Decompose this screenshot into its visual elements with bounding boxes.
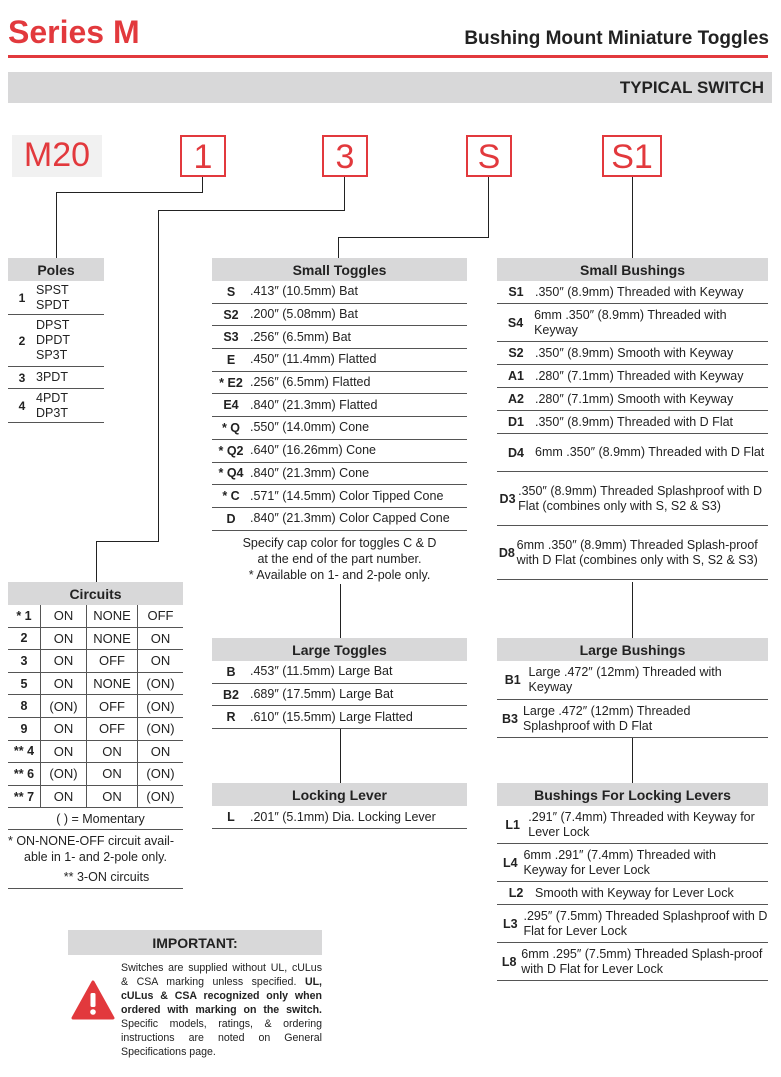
large-toggles-table <box>212 638 467 729</box>
table-row <box>497 342 768 365</box>
circuit-pos: ON <box>86 741 137 763</box>
typical-switch-bar <box>8 72 772 103</box>
table-row <box>497 365 768 388</box>
locking-bushings-table <box>497 783 768 981</box>
option-desc: .610″ (15.5mm) Large Flatted <box>250 709 413 724</box>
circuit-pos: ON <box>40 786 86 808</box>
option-code: * Q4 <box>218 466 244 481</box>
option-desc: .201″ (5.1mm) Dia. Locking Lever <box>250 809 436 824</box>
circuit-code: * 1 <box>16 608 32 623</box>
option-desc: .350″ (8.9mm) Threaded with Keyway <box>535 284 744 299</box>
circuit-pos: NONE <box>86 605 137 627</box>
option-desc: 6mm .350″ (8.9mm) Threaded with D Flat <box>535 445 765 459</box>
connector-line <box>158 210 345 211</box>
option-desc: .350″ (8.9mm) Threaded with D Flat <box>535 414 734 429</box>
small-bushings-table <box>497 258 768 580</box>
pole-code: 3 <box>18 370 26 385</box>
option-desc: 6mm .350″ (8.9mm) Threaded Splash-proof with D Flat (combines only with S, S2 & S3) <box>516 537 758 567</box>
option-desc: .550″ (14.0mm) Cone <box>250 420 370 435</box>
table-row <box>212 463 467 486</box>
title-rule <box>8 55 768 58</box>
option-code: D <box>226 511 236 526</box>
circuit-pos: ON <box>40 741 86 763</box>
option-code: E4 <box>223 398 239 413</box>
option-desc: Large .472″ (12mm) Threaded Splashproof with D Flat <box>522 703 691 733</box>
poles-title: Poles <box>8 258 104 281</box>
circuits-title: Circuits <box>8 582 183 605</box>
table-row <box>212 508 467 531</box>
table-row <box>212 304 467 327</box>
table-row <box>497 806 768 844</box>
table-row <box>8 315 104 367</box>
table-row <box>8 281 104 315</box>
small-toggles-note: Specify cap color for toggles C & D at the end of the part number. * Available on 1- and 2-pole only. <box>242 535 437 582</box>
table-row <box>497 472 768 526</box>
circuit-pos: (ON) <box>40 763 86 785</box>
circuit-pos: ON <box>137 650 183 672</box>
table-row <box>497 411 768 434</box>
pole-desc: SPDT <box>36 297 70 312</box>
option-code: A1 <box>508 369 524 383</box>
option-code: E <box>226 352 236 367</box>
pole-code: 1 <box>18 290 26 305</box>
pole-desc: SP3T <box>36 348 68 362</box>
table-row <box>212 394 467 417</box>
circuit-code: ** 7 <box>13 789 35 804</box>
circuit-pos: NONE <box>86 628 137 650</box>
table-row <box>8 786 183 809</box>
locking-lever-title: Locking Lever <box>212 783 467 806</box>
table-row <box>8 673 183 696</box>
option-desc: .291″ (7.4mm) Threaded with Keyway for Lever Lock <box>528 809 755 839</box>
option-code: D1 <box>508 415 524 429</box>
connector-line <box>632 582 633 638</box>
table-row <box>497 700 768 738</box>
circuit-pos: ON <box>40 650 86 672</box>
option-desc: .640″ (16.26mm) Cone <box>250 443 377 458</box>
option-desc: Large .472″ (12mm) Threaded with Keyway <box>528 665 722 694</box>
connector-line <box>56 192 203 193</box>
table-row <box>8 628 183 651</box>
large-bushings-table <box>497 638 768 738</box>
table-row <box>497 882 768 905</box>
option-desc: 6mm .350″ (8.9mm) Threaded with Keyway <box>534 307 727 337</box>
connector-line <box>96 541 159 542</box>
option-desc: .840″ (21.3mm) Cone <box>250 465 370 480</box>
table-row <box>212 661 467 684</box>
option-code: L2 <box>508 886 524 900</box>
table-row <box>497 661 768 700</box>
circuit-pos: (ON) <box>137 695 183 717</box>
pole-desc: DP3T <box>36 405 68 420</box>
option-code: L3 <box>502 916 518 931</box>
table-row <box>8 389 104 423</box>
connector-line <box>632 738 633 783</box>
circuit-pos: (ON) <box>137 673 183 695</box>
circuit-pos: OFF <box>86 695 137 717</box>
option-code: B2 <box>223 687 239 702</box>
connector-line <box>632 177 633 258</box>
pole-code: 2 <box>18 333 26 348</box>
table-row <box>8 763 183 786</box>
option-desc: 6mm .291″ (7.4mm) Threaded with Keyway for Lever Lock <box>523 847 716 877</box>
option-desc: .256″ (6.5mm) Flatted <box>250 375 371 390</box>
option-desc: .413″ (10.5mm) Bat <box>250 284 358 299</box>
table-row <box>8 650 183 673</box>
momentary-note: ( ) = Momentary <box>8 808 183 830</box>
circuit-code: ** 6 <box>13 766 35 781</box>
important-notice <box>68 930 323 1058</box>
option-code: * E2 <box>219 375 243 390</box>
table-row <box>212 684 467 707</box>
table-row <box>212 440 467 463</box>
option-code: L4 <box>502 855 518 870</box>
page-subtitle: Bushing Mount Miniature Toggles <box>464 28 769 49</box>
important-title: IMPORTANT: <box>68 930 322 955</box>
circuit-code: 2 <box>20 631 28 646</box>
option-code: L1 <box>505 817 520 832</box>
small-bushings-title: Small Bushings <box>497 258 768 281</box>
circuits-footnote: ** 3-ON circuits <box>8 865 183 889</box>
option-code: S3 <box>223 330 239 345</box>
warning-icon <box>71 980 115 1020</box>
circuit-pos: ON <box>86 786 137 808</box>
locking-lever-table <box>212 783 467 829</box>
table-row <box>497 304 768 342</box>
connector-line <box>344 177 345 211</box>
option-code: S <box>226 284 236 299</box>
option-desc: .350″ (8.9mm) Smooth with Keyway <box>535 345 734 360</box>
connector-line <box>338 237 489 238</box>
circuit-pos: ON <box>86 763 137 785</box>
circuits-table <box>8 582 183 889</box>
small-toggles-table <box>212 258 467 583</box>
code-bushing: S1 <box>602 135 662 177</box>
poles-table <box>8 258 104 423</box>
typical-switch-label: TYPICAL SWITCH <box>619 78 764 97</box>
circuit-pos: ON <box>137 741 183 763</box>
table-row <box>497 388 768 411</box>
circuit-pos: ON <box>40 673 86 695</box>
table-row <box>8 695 183 718</box>
pole-desc: DPST <box>36 318 70 332</box>
circuit-code: 3 <box>20 653 28 668</box>
pole-desc: SPST <box>36 282 69 297</box>
connector-line <box>56 192 57 258</box>
option-desc: .280″ (7.1mm) Smooth with Keyway <box>535 391 734 406</box>
circuit-pos: (ON) <box>137 763 183 785</box>
option-code: L8 <box>501 954 517 969</box>
option-code: A2 <box>508 392 524 406</box>
option-code: * Q2 <box>218 443 244 458</box>
option-desc: .295″ (7.5mm) Threaded Splashproof with D Flat for Lever Lock <box>523 908 768 938</box>
option-desc: .571″ (14.5mm) Color Tipped Cone <box>250 488 444 503</box>
table-row <box>497 434 768 472</box>
table-row <box>212 706 467 729</box>
circuit-code: 8 <box>20 699 28 714</box>
table-row <box>497 943 768 981</box>
circuit-code: 9 <box>20 721 28 736</box>
option-code: R <box>226 710 236 725</box>
connector-line <box>338 237 339 258</box>
option-code: * C <box>222 489 240 504</box>
option-code: D3 <box>499 491 516 506</box>
code-poles: 1 <box>180 135 226 177</box>
connector-line <box>340 584 341 638</box>
circuit-pos: OFF <box>137 605 183 627</box>
option-desc: .689″ (17.5mm) Large Bat <box>250 687 394 702</box>
option-code: D4 <box>508 445 524 460</box>
connector-line <box>202 177 203 193</box>
small-toggles-title: Small Toggles <box>212 258 467 281</box>
option-desc: .200″ (5.08mm) Bat <box>250 307 358 322</box>
pole-code: 4 <box>18 398 26 413</box>
table-row <box>497 281 768 304</box>
pole-desc: DPDT <box>36 333 71 347</box>
series-title: Series M <box>8 14 140 50</box>
table-row <box>212 349 467 372</box>
table-row <box>8 741 183 764</box>
circuit-pos: NONE <box>86 673 137 695</box>
option-code: S2 <box>223 307 239 322</box>
option-desc: .453″ (11.5mm) Large Bat <box>250 664 393 679</box>
option-desc: Smooth with Keyway for Lever Lock <box>535 885 734 900</box>
table-row <box>212 417 467 440</box>
circuit-pos: ON <box>40 605 86 627</box>
important-text: Switches are supplied without UL, cULus & CSA marking unless specified. UL, cULus & CSA recognized only when ordered with marking on the switch. Specific models, ratings, & ordering instructions are noted on General Specifications page. <box>121 962 323 1058</box>
option-code: D8 <box>498 545 515 560</box>
table-row <box>212 372 467 395</box>
circuits-footnote: * ON-NONE-OFF circuit avail- able in 1- and 2-pole only. <box>8 834 174 865</box>
table-row <box>497 844 768 882</box>
connector-line <box>488 177 489 238</box>
code-toggle-style: S <box>466 135 512 177</box>
table-row <box>8 605 183 628</box>
circuit-pos: (ON) <box>40 695 86 717</box>
locking-bushings-title: Bushings For Locking Levers <box>497 783 768 806</box>
pole-desc: 3PDT <box>36 370 68 384</box>
circuit-code: ** 4 <box>13 744 35 759</box>
code-base: M20 <box>12 135 102 177</box>
option-code: B <box>226 664 236 679</box>
large-bushings-title: Large Bushings <box>497 638 768 661</box>
table-row <box>497 905 768 943</box>
table-row <box>212 806 467 829</box>
table-row <box>212 281 467 304</box>
circuit-pos: ON <box>40 718 86 740</box>
connector-line <box>340 728 341 783</box>
circuit-pos: OFF <box>86 650 137 672</box>
option-code: L <box>227 810 235 824</box>
table-row <box>497 526 768 580</box>
option-code: B1 <box>504 673 521 687</box>
circuit-pos: OFF <box>86 718 137 740</box>
table-row <box>8 367 104 389</box>
option-desc: .350″ (8.9mm) Threaded Splashproof with D Flat (combines only with S, S2 & S3) <box>518 483 762 513</box>
circuit-code: 5 <box>20 676 28 691</box>
option-code: S2 <box>508 346 524 360</box>
option-desc: 6mm .295″ (7.5mm) Threaded Splash-proof with D Flat for Lever Lock <box>521 946 763 976</box>
option-code: * Q <box>221 420 241 435</box>
pole-desc: 4PDT <box>36 390 68 405</box>
circuit-pos: ON <box>40 628 86 650</box>
large-toggles-title: Large Toggles <box>212 638 467 661</box>
table-row <box>212 485 467 508</box>
table-row <box>212 326 467 349</box>
option-code: S1 <box>508 285 524 299</box>
option-code: B3 <box>501 711 518 726</box>
code-toggle: 3 <box>322 135 368 177</box>
connector-line <box>158 210 159 542</box>
option-desc: .280″ (7.1mm) Threaded with Keyway <box>535 368 744 383</box>
option-desc: .840″ (21.3mm) Flatted <box>250 397 378 412</box>
circuit-pos: ON <box>137 628 183 650</box>
circuit-pos: (ON) <box>137 718 183 740</box>
option-desc: .256″ (6.5mm) Bat <box>250 329 351 344</box>
option-desc: .840″ (21.3mm) Color Capped Cone <box>250 511 450 526</box>
connector-line <box>96 541 97 582</box>
option-desc: .450″ (11.4mm) Flatted <box>250 352 377 367</box>
circuit-pos: (ON) <box>137 786 183 808</box>
table-row <box>8 718 183 741</box>
option-code: S4 <box>507 315 524 330</box>
